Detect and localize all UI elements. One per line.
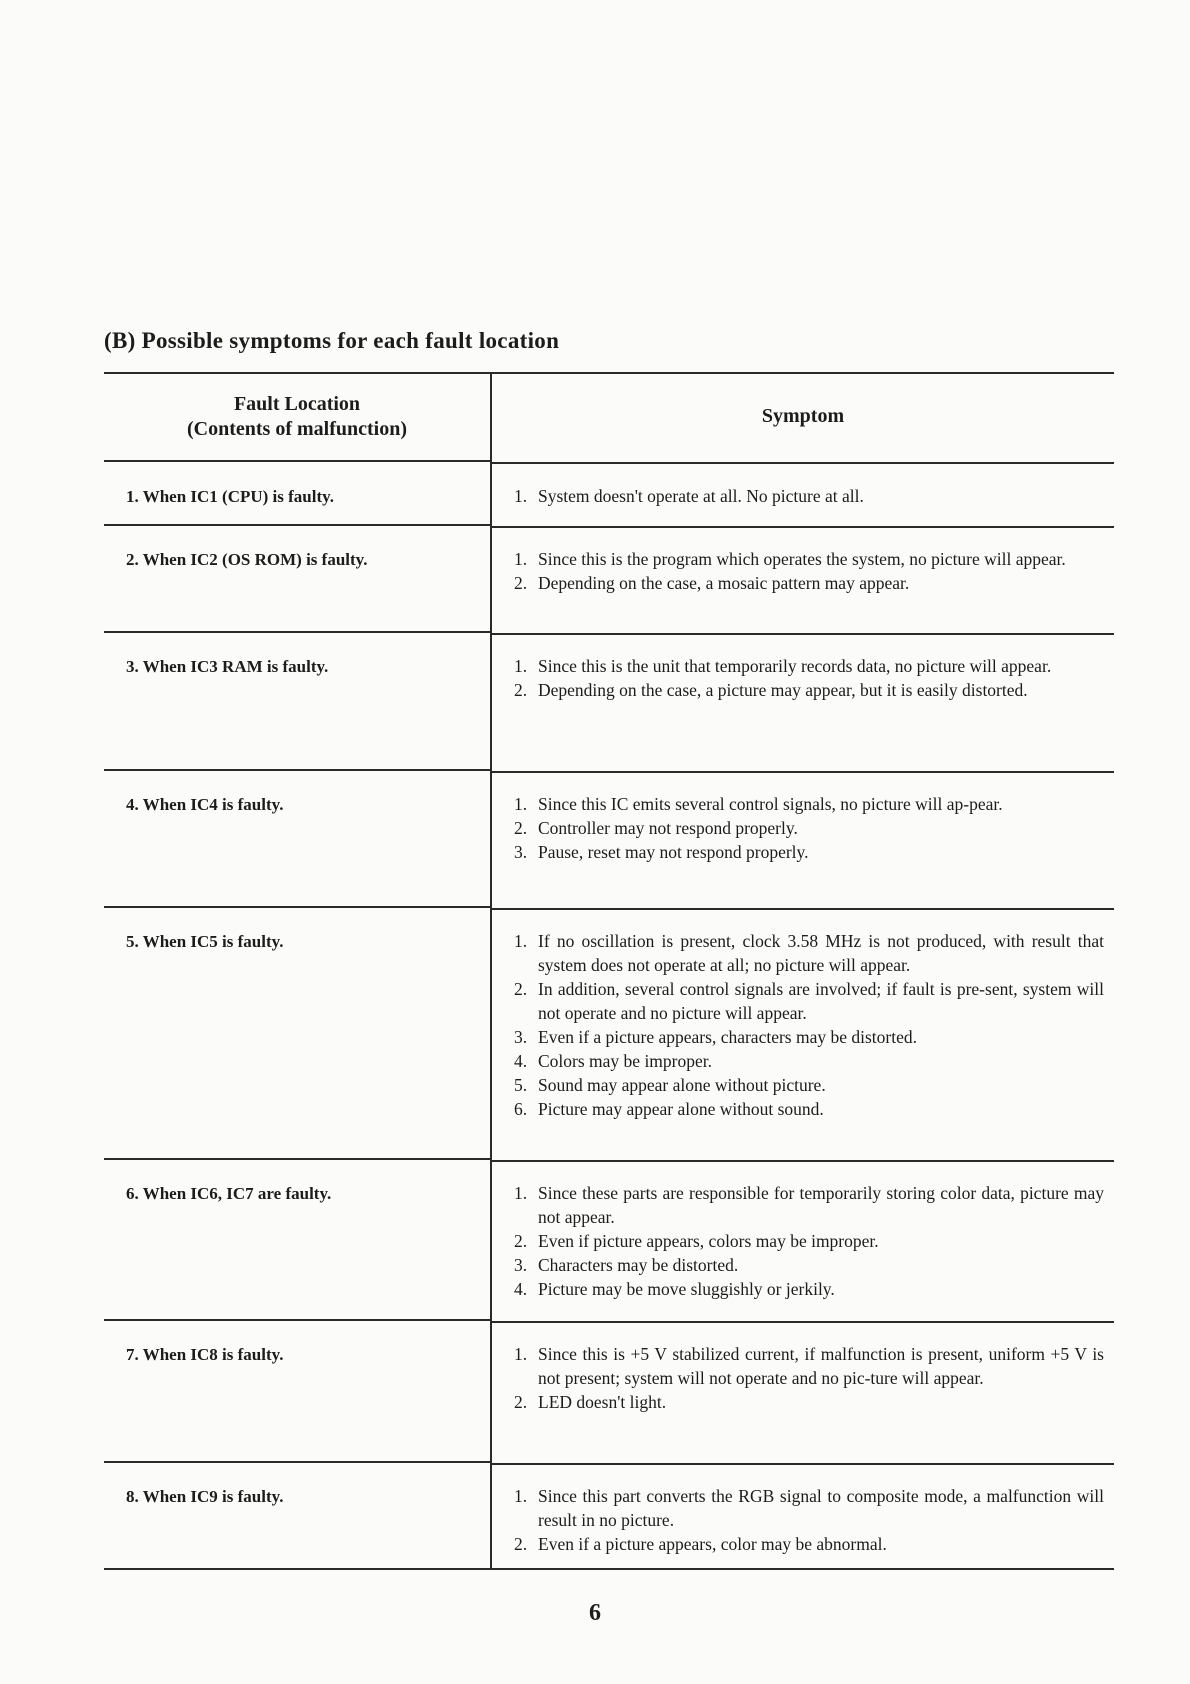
- row-divider: [104, 769, 490, 771]
- fault-location-8: 8. When IC9 is faulty.: [126, 1487, 284, 1506]
- row-divider: [491, 462, 1114, 464]
- row-divider: [104, 631, 490, 633]
- symptom-item: 1. Since this is the unit that temporarily records data, no picture will appear.: [514, 656, 1052, 676]
- fault-location-header-line2: (Contents of malfunction): [187, 418, 407, 440]
- symptom-item: 3. Pause, reset may not respond properly.: [514, 842, 809, 862]
- symptom-list-6: [514, 1181, 1104, 1301]
- row-divider: [104, 1461, 490, 1463]
- fault-location-7: 7. When IC8 is faulty.: [126, 1345, 284, 1364]
- row-divider: [104, 1319, 490, 1321]
- row-divider: [491, 1321, 1114, 1323]
- fault-location-3: 3. When IC3 RAM is faulty.: [126, 657, 329, 676]
- page-number: 6: [589, 1600, 601, 1626]
- fault-location-4: 4. When IC4 is faulty.: [126, 795, 284, 814]
- symptom-header: Symptom: [761, 405, 845, 427]
- symptom-item: 3. Even if a picture appears, characters may be distorted.: [514, 1027, 917, 1047]
- symptom-list-1: [514, 484, 1104, 508]
- symptom-list-3: [514, 654, 1104, 702]
- row-divider: [491, 1463, 1114, 1465]
- symptom-item: 5. Sound may appear alone without picture.: [514, 1075, 826, 1095]
- symptom-item: 2. Controller may not respond properly.: [514, 818, 798, 838]
- symptom-item: 6. Picture may appear alone without sound.: [514, 1099, 824, 1119]
- fault-location-1: 1. When IC1 (CPU) is faulty.: [126, 487, 334, 506]
- symptom-item: 2. Even if picture appears, colors may be improper.: [514, 1231, 879, 1251]
- row-divider: [104, 460, 490, 462]
- symptom-item: 1. Since this IC emits several control signals, no picture will ap-pear.: [514, 794, 1003, 814]
- symptom-item: 1. Since this is +5 V stabilized current, if malfunction is present, uniform +5 V is not present; system will not operate and no pic-ture will appear.: [514, 1344, 1104, 1388]
- symptom-item: 1. Since this part converts the RGB signal to composite mode, a malfunction will result in no picture.: [514, 1486, 1104, 1530]
- symptom-item: 1. If no oscillation is present, clock 3.58 MHz is not produced, with result that system does not operate at all; no picture will appear.: [514, 931, 1104, 975]
- symptom-item: 4. Picture may be move sluggishly or jerkily.: [514, 1279, 835, 1299]
- symptom-list-7: [514, 1342, 1104, 1414]
- symptom-item: 1. Since these parts are responsible for temporarily storing color data, picture may not appear.: [514, 1183, 1104, 1227]
- section-title: (B) Possible symptoms for each fault location: [104, 328, 560, 353]
- symptom-item: 2. In addition, several control signals are involved; if fault is pre-sent, system will not operate and no picture will appear.: [514, 979, 1104, 1023]
- symptom-item: 2. LED doesn't light.: [514, 1392, 667, 1412]
- row-divider: [491, 1160, 1114, 1162]
- row-divider: [104, 1158, 490, 1160]
- fault-location-6: 6. When IC6, IC7 are faulty.: [126, 1184, 332, 1203]
- symptom-list-5: [514, 929, 1104, 1121]
- symptom-item: 4. Colors may be improper.: [514, 1051, 713, 1071]
- table-bottom-rule: [104, 1568, 1114, 1570]
- fault-location-5: 5. When IC5 is faulty.: [126, 932, 284, 951]
- symptom-item: 2. Even if a picture appears, color may be abnormal.: [514, 1534, 887, 1554]
- fault-location-2: 2. When IC2 (OS ROM) is faulty.: [126, 550, 368, 569]
- row-divider: [491, 633, 1114, 635]
- column-divider: [490, 372, 492, 1568]
- symptom-list-8: [514, 1484, 1104, 1556]
- symptom-item: 1. Since this is the program which operates the system, no picture will appear.: [514, 549, 1066, 569]
- row-divider: [491, 908, 1114, 910]
- row-divider: [491, 526, 1114, 528]
- symptom-item: 3. Characters may be distorted.: [514, 1255, 739, 1275]
- symptom-item: 2. Depending on the case, a mosaic pattern may appear.: [514, 573, 910, 593]
- symptom-list-4: [514, 792, 1104, 864]
- row-divider: [104, 906, 490, 908]
- symptom-item: 2. Depending on the case, a picture may appear, but it is easily distorted.: [514, 680, 1028, 700]
- symptom-item: 1. System doesn't operate at all. No picture at all.: [514, 486, 864, 506]
- fault-location-header-line1: Fault Location: [233, 393, 361, 415]
- table-top-rule: [104, 372, 1114, 374]
- row-divider: [104, 524, 490, 526]
- fault-location-header: [104, 392, 490, 442]
- row-divider: [491, 771, 1114, 773]
- symptom-list-2: [514, 547, 1104, 595]
